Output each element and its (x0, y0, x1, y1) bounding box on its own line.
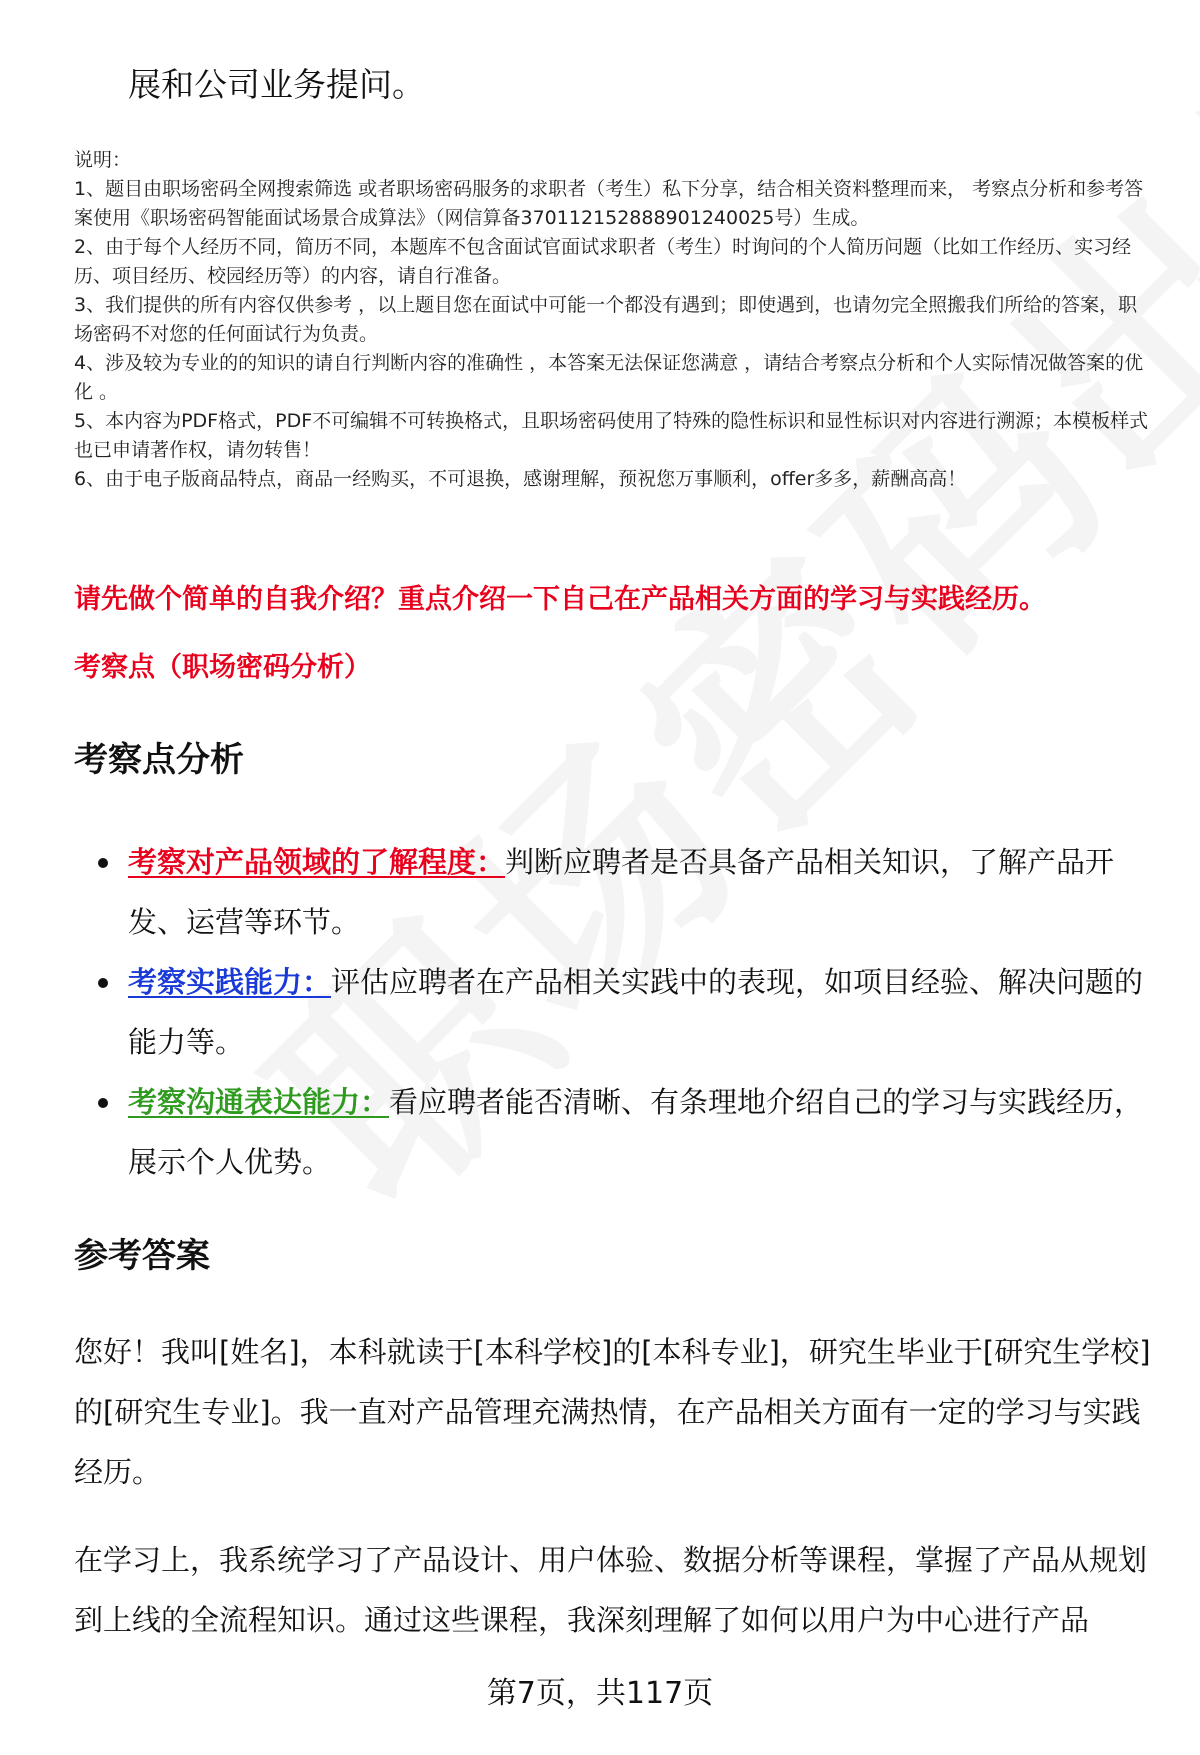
bullet-dot-icon (98, 1098, 108, 1108)
analysis-keyword: 考察对产品领域的了解程度： (128, 845, 506, 879)
notes-section (74, 146, 1154, 494)
previous-page-fragment: 展和公司业务提问。 (128, 65, 425, 104)
note-item: 3、我们提供的所有内容仅供参考 ，以上题目您在面试中可能一个都没有遇到；即使遇到，也请勿完全照搬我们所给的答案，职场密码不对您的任何面试行为负责。 (74, 294, 1138, 345)
note-item: 2、由于每个人经历不同，简历不同，本题库不包含面试官面试求职者（考生）时询问的个人简历问题（比如工作经历、实习经历、项目经历、校园经历等）的内容，请自行准备。 (74, 236, 1132, 287)
answer-heading: 参考答案 (74, 1236, 210, 1276)
bullet-dot-icon (98, 858, 108, 868)
page-number: 第7页，共117页 (486, 1676, 714, 1711)
bullet-dot-icon (98, 978, 108, 988)
analysis-item (74, 952, 1154, 1072)
analysis-keyword: 考察沟通表达能力： (128, 1085, 390, 1119)
note-item: 1、题目由职场密码全网搜索筛选 或者职场密码服务的求职者（考生）私下分享，结合相关资料整理而来， 考察点分析和参考答案使用《职场密码智能面试场景合成算法》（网信算备370112152888901240025号）生成。 (74, 178, 1144, 229)
analysis-heading: 考察点分析 (74, 740, 244, 780)
analysis-text: 评估应聘者在产品相关实践中的表现，如项目经验、解决问题的能力等。 (128, 965, 1144, 1059)
analysis-keyword: 考察实践能力： (128, 965, 332, 999)
answer-paragraph: 您好！我叫[姓名]，本科就读于[本科学校]的[本科专业]，研究生毕业于[研究生学校]的[研究生专业]。我一直对产品管理充满热情，在产品相关方面有一定的学习与实践经历。 (74, 1335, 1151, 1489)
analysis-text: 判断应聘者是否具备产品相关知识，了解产品开发、运营等环节。 (128, 845, 1115, 939)
notes-title: 说明： (74, 149, 132, 171)
exam-point-label: 考察点（职场密码分析） (74, 652, 371, 683)
interview-question: 请先做个简单的自我介绍？重点介绍一下自己在产品相关方面的学习与实践经历。 (74, 584, 1046, 615)
analysis-list (74, 832, 1154, 1192)
analysis-text: 看应聘者能否清晰、有条理地介绍自己的学习与实践经历，展示个人优势。 (128, 1085, 1144, 1179)
answer-paragraph: 在学习上，我系统学习了产品设计、用户体验、数据分析等课程，掌握了产品从规划到上线的全流程知识。通过这些课程，我深刻理解了如何以用户为中心进行产品 (74, 1543, 1148, 1637)
note-item: 6、由于电子版商品特点，商品一经购买，不可退换，感谢理解，预祝您万事顺利，offer多多，薪酬高高！ (74, 468, 967, 490)
note-item: 5、本内容为PDF格式，PDF不可编辑不可转换格式，且职场密码使用了特殊的隐性标识和显性标识对内容进行溯源；本模板样式也已申请著作权，请勿转售！ (74, 410, 1149, 461)
note-item: 4、涉及较为专业的的知识的请自行判断内容的准确性 ，本答案无法保证您满意 ，请结合考察点分析和个人实际情况做答案的优化 。 (74, 352, 1144, 403)
analysis-item (74, 1072, 1154, 1192)
analysis-item (74, 832, 1154, 952)
